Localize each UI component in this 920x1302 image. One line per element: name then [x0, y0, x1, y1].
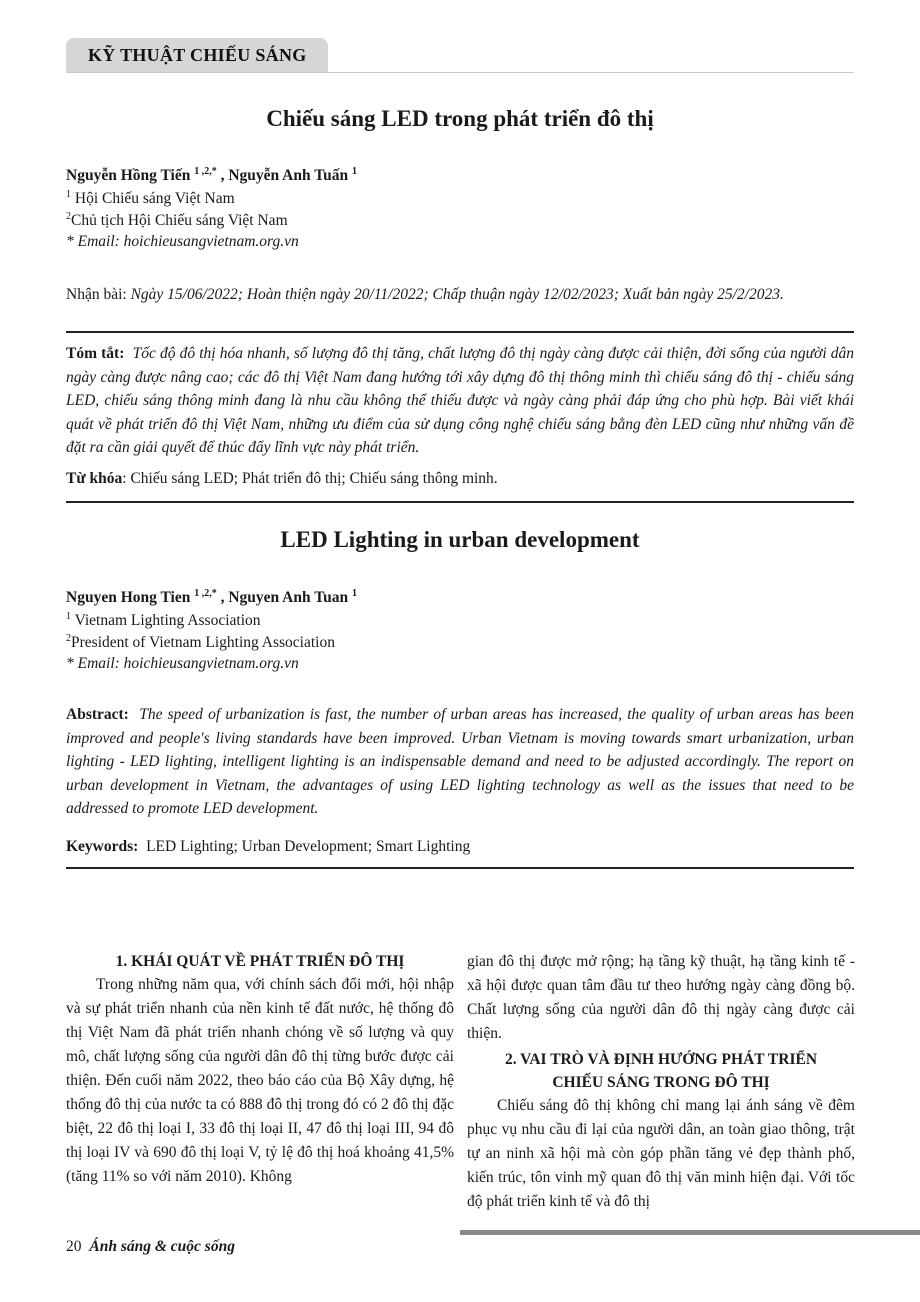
vn-abstract [66, 342, 854, 460]
vn-author-2-sup: 1 [351, 166, 357, 177]
vn-affiliation-1 [66, 189, 235, 208]
page-footer [66, 1238, 235, 1256]
vn-keywords-text: : Chiếu sáng LED; Phát triển đô thị; Chiếu sáng thông minh. [122, 470, 498, 487]
en-affiliation-1 [66, 611, 261, 630]
en-author-1: Nguyen Hong Tien [66, 589, 191, 607]
vn-aff2-sup: 2 [66, 211, 71, 222]
header-divider [66, 72, 854, 73]
received-label: Nhận bài: [66, 286, 131, 303]
en-authors [66, 588, 357, 607]
vn-aff2-text: Chủ tịch Hội Chiếu sáng Việt Nam [71, 212, 288, 230]
section-1-paragraph: Trong những năm qua, với chính sách đổi mới, hội nhập và sự phát triển nhanh của nền kinh tế đất nước, hệ thống đô thị Việt Nam đã phát triển nhanh chóng về số lượng và quy mô, chất lượng sống của người dân đô thị từng bước được cải thiện. Đến cuối năm 2022, theo báo cáo của Bộ Xây dựng, hệ thống đô thị của nước ta có 888 đô thị trong đó có 2 đô thị đặc biệt, 22 đô thị loại I, 33 đô thị loại II, 47 đô thị loại III, 94 đô thị loại IV và 690 đô thị loại V, tỷ lệ đô thị hoá khoảng 41,5% (tăng 11% so với năm 2010). Không [66, 976, 454, 1185]
vn-abstract-label: Tóm tắt: [66, 345, 125, 362]
en-author-sep: , [216, 589, 229, 607]
vn-title: Chiếu sáng LED trong phát triển đô thị [266, 106, 654, 131]
en-abstract [66, 703, 854, 821]
divider [66, 867, 854, 869]
footer-bar [460, 1230, 920, 1235]
en-aff1-text: Vietnam Lighting Association [71, 612, 261, 630]
vn-authors [66, 166, 357, 185]
en-author-2-sup: 1 [351, 588, 357, 599]
vn-author-sep: , [216, 167, 229, 185]
page-number: 20 [66, 1238, 82, 1255]
vn-affiliation-2 [66, 211, 288, 230]
section-1-continuation: gian đô thị được mở rộng; hạ tầng kỹ thuật, hạ tầng kinh tế - xã hội được quan tâm đầu tư theo hướng ngày càng đồng bộ. Chất lượng sống của người dân đô thị ngày càng được cải thiện. [467, 953, 855, 1042]
en-abstract-text: The speed of urbanization is fast, the number of urban areas has increased, the quality of urban areas has been improved and people's living standards have been improved. Urban Vietnam is moving towards smart urbanization, urban lighting - LED lighting, intelligent lighting is an indispensable demand and need to be adjusted accordingly. The report on urban development in Vietnam, the advantages of using LED lighting technology as well as the issues that need to be addressed to promote LED development. [66, 706, 855, 817]
en-keywords [66, 838, 470, 856]
vn-keywords-label: Từ khóa [66, 470, 123, 487]
en-email: * Email: hoichieusangvietnam.org.vn [66, 655, 299, 672]
en-affiliation-2 [66, 633, 335, 652]
section-1-heading: 1. KHÁI QUÁT VỀ PHÁT TRIỂN ĐÔ THỊ [115, 953, 405, 970]
vn-aff1-sup: 1 [66, 189, 71, 200]
en-abstract-label: Abstract: [66, 706, 129, 723]
en-author-1-sup: 1 ,2,* [194, 588, 217, 599]
vn-author-2: Nguyễn Anh Tuấn [228, 167, 349, 185]
body-column-left [66, 950, 454, 1189]
body-column-right [467, 950, 855, 1214]
received-dates [66, 286, 784, 304]
received-text: Ngày 15/06/2022; Hoàn thiện ngày 20/11/2022; Chấp thuận ngày 12/02/2023; Xuất bản ngày 25/2/2023. [130, 286, 784, 303]
en-aff2-sup: 2 [66, 633, 71, 644]
en-aff2-text: President of Vietnam Lighting Association [71, 634, 335, 652]
en-title: LED Lighting in urban development [280, 527, 640, 552]
divider [66, 331, 854, 333]
en-keywords-text: LED Lighting; Urban Development; Smart Lighting [146, 838, 471, 855]
en-keywords-label: Keywords: [66, 838, 139, 855]
publication-name: Ánh sáng & cuộc sống [89, 1238, 235, 1255]
en-aff1-sup: 1 [66, 611, 71, 622]
vn-author-1-sup: 1 ,2,* [194, 166, 217, 177]
section-2-heading-line-2: CHIẾU SÁNG TRONG ĐÔ THỊ [552, 1074, 770, 1091]
divider [66, 501, 854, 503]
vn-aff1-text: Hội Chiếu sáng Việt Nam [71, 190, 235, 208]
vn-abstract-text: Tốc độ đô thị hóa nhanh, số lượng đô thị tăng, chất lượng đô thị ngày càng được cải thiện, đời sống của người dân ngày càng được nâng cao; các đô thị Việt Nam đang hướng tới xây dựng đô thị thông minh thì chiếu sáng đô thị - chiếu sáng LED, chiếu sáng thông minh đang là nhu cầu không thể thiếu được và ngày càng phải đáp ứng cho phù hợp. Bài viết khái quát về phát triển đô thị Việt Nam, những ưu điểm của sử dụng công nghệ chiếu sáng bằng đèn LED cũng như những vấn đề đặt ra cần giải quyết để thúc đẩy lĩnh vực này phát triển. [66, 345, 854, 456]
vn-email: * Email: hoichieusangvietnam.org.vn [66, 233, 299, 250]
en-author-2: Nguyen Anh Tuan [228, 589, 349, 607]
section-2-paragraph: Chiếu sáng đô thị không chỉ mang lại ánh sáng về đêm phục vụ nhu cầu đi lại của người dân, an toàn giao thông, trật tự an ninh xã hội mà còn góp phần tăng vẻ đẹp thành phố, kiến trúc, tôn vinh mỹ quan đô thị văn minh hiện đại. Với tốc độ phát triển kinh tế và đô thị [467, 1097, 855, 1210]
section-label: KỸ THUẬT CHIẾU SÁNG [66, 38, 328, 72]
section-2-heading-line-1: 2. VAI TRÒ VÀ ĐỊNH HƯỚNG PHÁT TRIỂN [504, 1051, 818, 1068]
vn-keywords [66, 470, 498, 488]
vn-author-1: Nguyễn Hồng Tiến [66, 167, 191, 185]
